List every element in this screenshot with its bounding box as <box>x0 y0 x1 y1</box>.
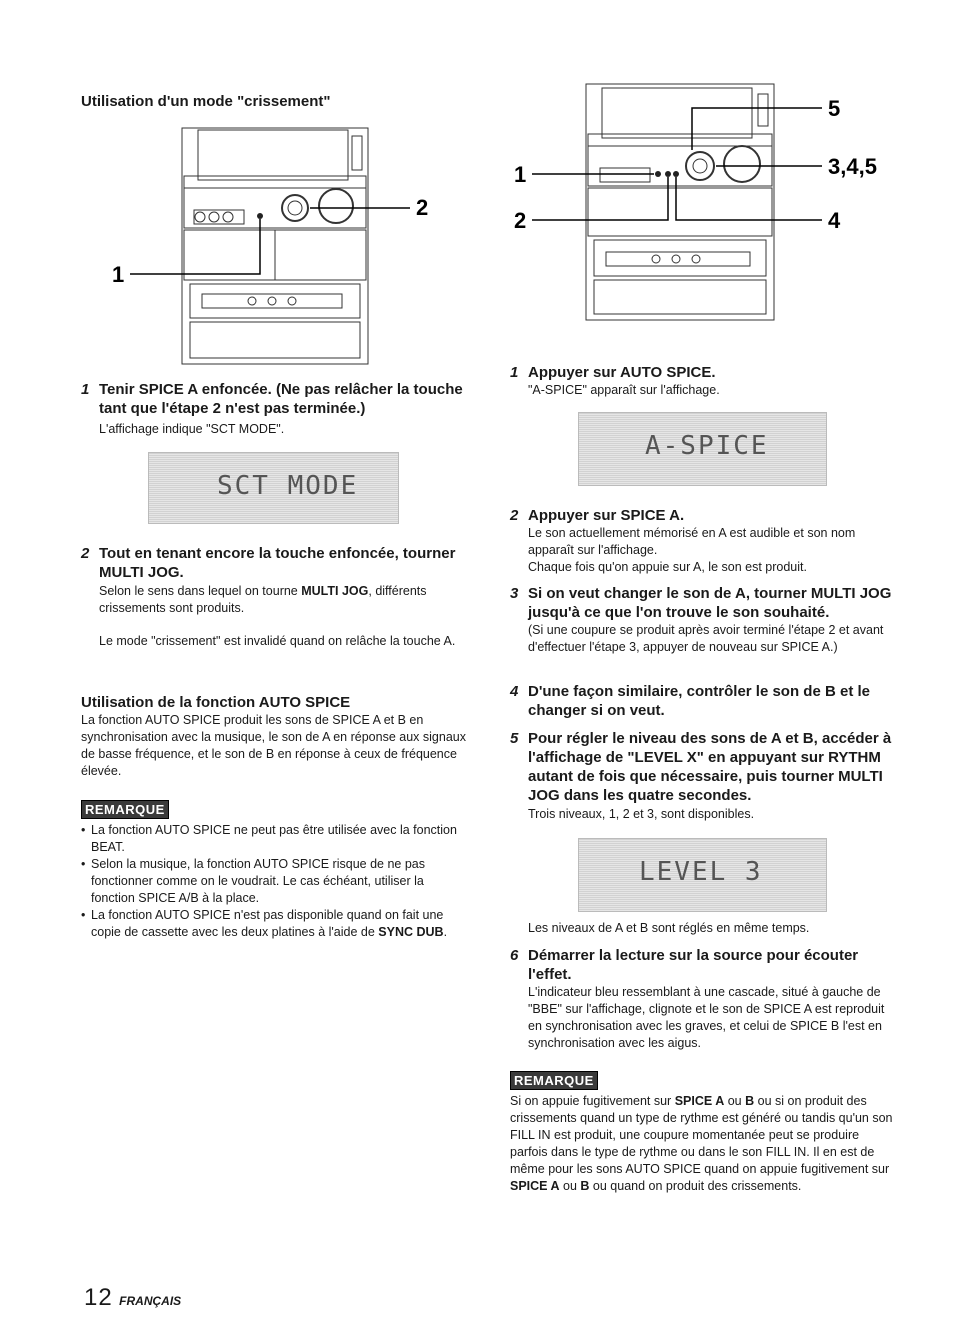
stereo-diagram-left <box>110 124 440 369</box>
display-text: LEVEL 3 <box>639 857 763 887</box>
callout-5: 5 <box>828 96 841 121</box>
right-step-3-text: (Si une coupure se produit après avoir terminé l'étape 2 et avant d'effectuer l'étape 3, appuyer de nouveau sur SPICE A.) <box>528 623 884 654</box>
right-step-5-text: Trois niveaux, 1, 2 et 3, sont disponibles. <box>528 807 755 821</box>
left-step-2-text: Selon le sens dans lequel on tourne MULTI JOG, différents crissements sont produits. <box>99 584 427 615</box>
list-item: • La fonction AUTO SPICE ne peut pas être utilisée avec la fonction BEAT. <box>81 822 466 856</box>
section-heading-crissement: Utilisation d'un mode "crissement" <box>81 93 331 110</box>
remarque-list-left <box>81 822 466 941</box>
display-text: SCT MODE <box>217 471 359 501</box>
remarque-text-right: Si on appuie fugitivement sur SPICE A ou B ou si on produit des crissements quand un type de rythme est généré ou tandis qu'un son FILL IN est produit, une coupure momentanée peut se produire parfois dans le type de rythme ou dans le son FILL IN. Il en est de même pour les sons AUTO SPICE quand on appuie fugitivement sur SPICE A ou B ou quand on produit des crissements. <box>510 1094 893 1193</box>
section-heading-auto-spice: Utilisation de la fonction AUTO SPICE <box>81 694 351 711</box>
auto-spice-paragraph: La fonction AUTO SPICE produit les sons de SPICE A et B en synchronisation avec la musique, le son de A en réponse aux signaux de basse fréquence, et le son de B en réponse à ceux de fréquence élevée. <box>81 713 466 778</box>
display-a-spice <box>578 412 827 486</box>
callout-3-4-5: 3,4,5 <box>828 154 877 179</box>
footer-language: FRANÇAIS <box>119 1294 182 1308</box>
right-step-6-text: L'indicateur bleu ressemblant à une cascade, situé à gauche de "BBE" sur l'affichage, clignote et le son de SPICE A est reproduit en synchronisation avec les graves, et celui de SPICE B l'est en synchronisation avec les aigus. <box>528 985 885 1050</box>
levels-note: Les niveaux de A et B sont réglés en même temps. <box>528 921 810 935</box>
stereo-diagram-right <box>510 80 890 325</box>
remarque-badge-left: REMARQUE <box>81 800 169 819</box>
callout-2: 2 <box>416 195 429 220</box>
right-step-5-title: 5 Pour régler le niveau des sons de A et B, accéder à l'affichage de "LEVEL X" en appuyant sur RYTHM autant de fois que nécessaire, puis tourner MULTI JOG dans les quatre secondes. <box>510 730 892 804</box>
left-step-2-note: Le mode "crissement" est invalidé quand on relâche la touche A. <box>99 634 456 648</box>
list-item: • Selon la musique, la fonction AUTO SPICE risque de ne pas fonctionner comme on le voudrait. Le cas échéant, utiliser la fonction SPICE A/B à la place. <box>81 856 466 907</box>
right-step-4-title: 4 D'une façon similaire, contrôler le son de B et le changer si on veut. <box>510 683 870 719</box>
left-step-1-text: L'affichage indique "SCT MODE". <box>99 422 285 436</box>
step-2-text-2: Chaque fois qu'on appuie sur A, le son est produit. <box>528 560 807 574</box>
right-step-2-title: 2 Appuyer sur SPICE A. <box>510 507 685 524</box>
display-text: A-SPICE <box>645 431 769 461</box>
right-step-1-title: 1 Appuyer sur AUTO SPICE. <box>510 364 716 381</box>
callout-1: 1 <box>112 262 125 287</box>
left-step-2-title: 2 Tout en tenant encore la touche enfoncée, tourner MULTI JOG. <box>81 545 456 581</box>
callout-2: 2 <box>514 208 527 233</box>
right-step-1-text: "A-SPICE" apparaît sur l'affichage. <box>528 383 720 397</box>
left-step-1-title: 1 Tenir SPICE A enfoncée. (Ne pas relâcher la touche tant que l'étape 2 n'est pas terminée.) <box>81 381 463 417</box>
remarque-badge-right: REMARQUE <box>510 1071 598 1090</box>
display-sct-mode <box>148 452 399 524</box>
display-level <box>578 838 827 912</box>
callout-4: 4 <box>828 208 841 233</box>
list-item: • La fonction AUTO SPICE n'est pas disponible quand on fait une copie de cassette avec les deux platines à l'aide de SYNC DUB. <box>81 907 466 941</box>
right-step-2-text <box>528 525 893 576</box>
step-2-text-1: Le son actuellement mémorisé en A est audible et son nom apparaît sur l'affichage. <box>528 526 856 557</box>
right-step-3-title: 3 Si on veut changer le son de A, tourner MULTI JOG jusqu'à ce que l'on trouve le son souhaité. <box>510 585 892 621</box>
page-number: 12 <box>84 1284 113 1311</box>
callout-1: 1 <box>514 162 527 187</box>
right-step-6-title: 6 Démarrer la lecture sur la source pour écouter l'effet. <box>510 947 859 983</box>
page-footer <box>84 1284 181 1312</box>
